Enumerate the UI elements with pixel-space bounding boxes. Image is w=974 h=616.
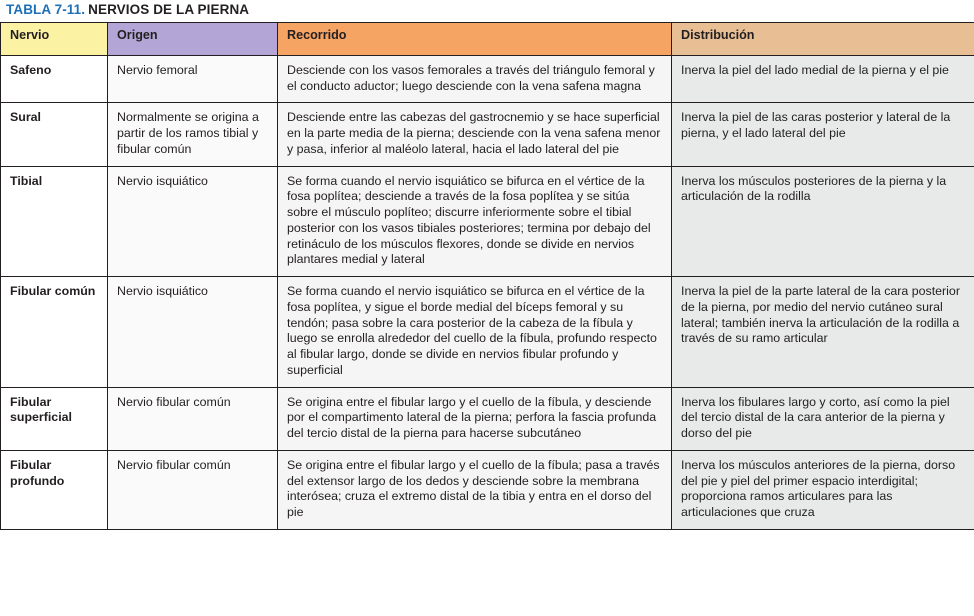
cell-recorrido: Se forma cuando el nervio isquiático se bifurca en el vértice de la fosa poplítea, y sigue el borde medial del bíceps femoral y su tendón; pasa sobre la cara posterior de la cabeza de la fíbula y luego se enrolla alrededor del cuello de la fíbula, profundo respecto al fibular largo, donde se divide en nervios fibular profundo y superficial bbox=[278, 277, 672, 388]
cell-distribucion: Inerva los fibulares largo y corto, así como la piel del tercio distal de la cara anterior de la pierna y dorso del pie bbox=[672, 387, 974, 450]
cell-nervio: Tibial bbox=[1, 166, 108, 277]
cell-distribucion: Inerva los músculos anteriores de la pierna, dorso del pie y piel del primer espacio interdigital; proporciona ramos articulares para las articulaciones que cruza bbox=[672, 450, 974, 529]
cell-origen: Nervio fibular común bbox=[108, 387, 278, 450]
cell-nervio: Sural bbox=[1, 103, 108, 166]
table-title: NERVIOS DE LA PIERNA bbox=[88, 2, 250, 17]
cell-origen: Nervio isquiático bbox=[108, 166, 278, 277]
column-header-distribucion: Distribución bbox=[672, 22, 974, 55]
table-caption bbox=[0, 0, 974, 22]
cell-origen: Normalmente se origina a partir de los ramos tibial y fibular común bbox=[108, 103, 278, 166]
table-header bbox=[1, 22, 974, 55]
table-number: TABLA 7-11. bbox=[6, 2, 86, 17]
cell-distribucion: Inerva la piel del lado medial de la pierna y el pie bbox=[672, 55, 974, 103]
cell-origen: Nervio femoral bbox=[108, 55, 278, 103]
column-header-recorrido: Recorrido bbox=[278, 22, 672, 55]
table-row bbox=[1, 277, 974, 388]
cell-distribucion: Inerva los músculos posteriores de la pierna y la articulación de la rodilla bbox=[672, 166, 974, 277]
column-header-nervio: Nervio bbox=[1, 22, 108, 55]
cell-nervio: Fibular profundo bbox=[1, 450, 108, 529]
cell-origen: Nervio fibular común bbox=[108, 450, 278, 529]
nerves-of-the-leg-table bbox=[0, 22, 974, 530]
cell-recorrido: Se forma cuando el nervio isquiático se bifurca en el vértice de la fosa poplítea; desciende a través de la fosa poplítea y se sitúa sobre el músculo poplíteo; discurre inferiormente sobre el tibial posterior con los vasos tibiales posteriores; termina por debajo del retináculo de los músculos flexores, donde se divide en nervios plantares medial y lateral bbox=[278, 166, 672, 277]
cell-recorrido: Desciende entre las cabezas del gastrocnemio y se hace superficial en la parte media de la pierna; desciende con la vena safena menor y pasa, inferior al maléolo lateral, hacia el lado lateral del pie bbox=[278, 103, 672, 166]
cell-distribucion: Inerva la piel de las caras posterior y lateral de la pierna, y el lado lateral del pie bbox=[672, 103, 974, 166]
table-body bbox=[1, 55, 974, 529]
cell-recorrido: Se origina entre el fibular largo y el cuello de la fíbula, y desciende por el compartimento lateral de la pierna; perfora la fascia profunda del tercio distal de la pierna para hacerse subcutáneo bbox=[278, 387, 672, 450]
cell-nervio: Fibular común bbox=[1, 277, 108, 388]
cell-origen: Nervio isquiático bbox=[108, 277, 278, 388]
column-header-origen: Origen bbox=[108, 22, 278, 55]
table-row bbox=[1, 55, 974, 103]
header-row bbox=[1, 22, 974, 55]
table-row bbox=[1, 450, 974, 529]
table-row bbox=[1, 166, 974, 277]
cell-recorrido: Desciende con los vasos femorales a través del triángulo femoral y el conducto aductor; luego desciende con la vena safena magna bbox=[278, 55, 672, 103]
cell-nervio: Fibular superficial bbox=[1, 387, 108, 450]
table-row bbox=[1, 103, 974, 166]
table-row bbox=[1, 387, 974, 450]
cell-recorrido: Se origina entre el fibular largo y el cuello de la fíbula; pasa a través del extensor largo de los dedos y desciende sobre la membrana interósea; cruza el extremo distal de la tibia y entra en el dorso del pie bbox=[278, 450, 672, 529]
cell-nervio: Safeno bbox=[1, 55, 108, 103]
cell-distribucion: Inerva la piel de la parte lateral de la cara posterior de la pierna, por medio del nervio cutáneo sural lateral; también inerva la articulación de la rodilla a través de su ramo articular bbox=[672, 277, 974, 388]
